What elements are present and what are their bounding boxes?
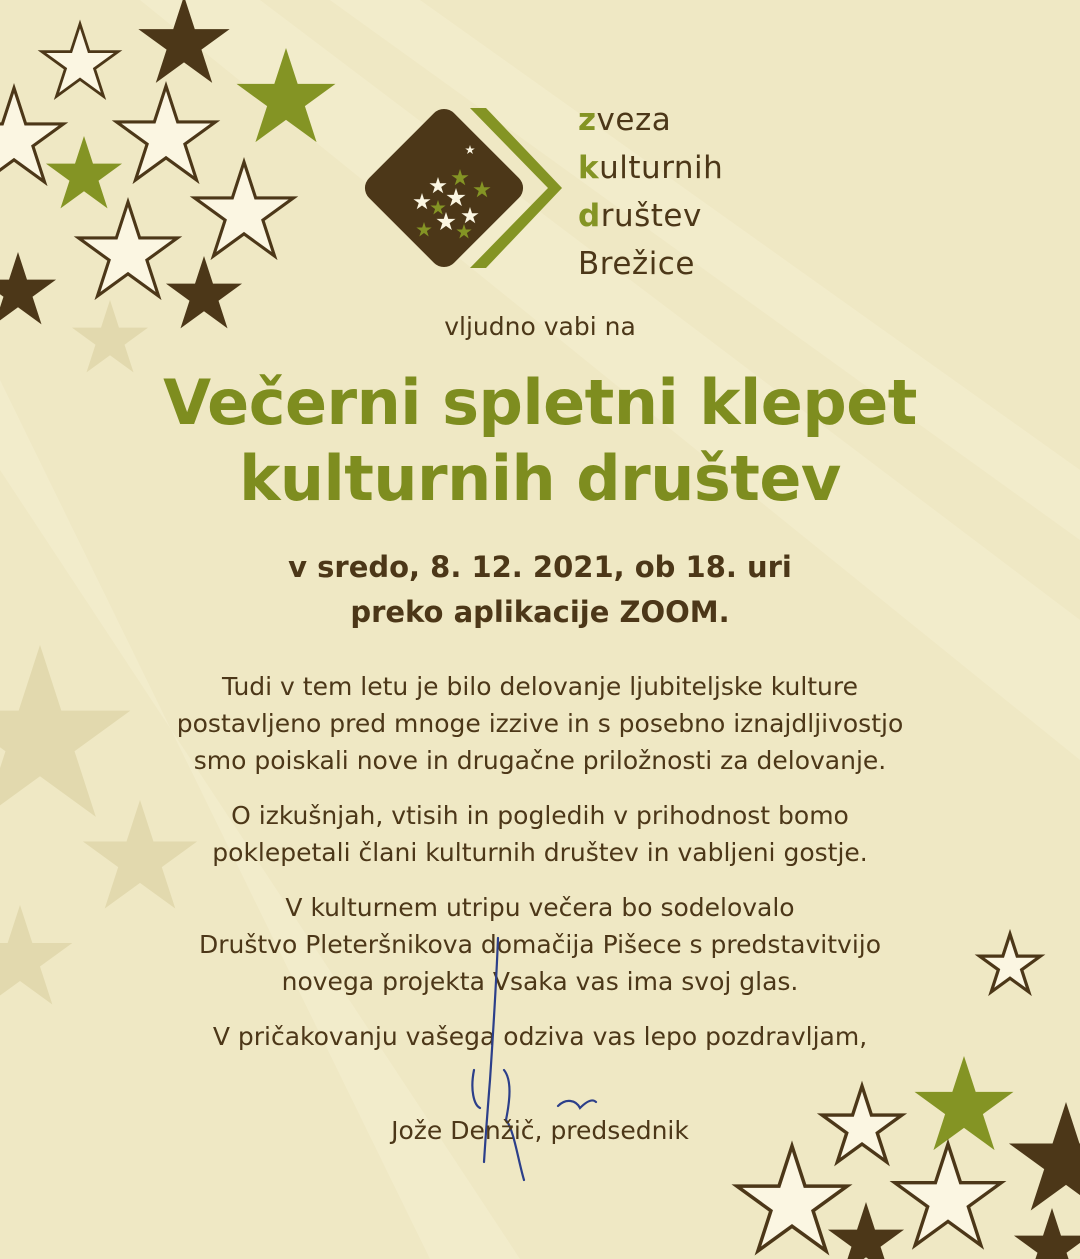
event-title-line: kulturnih društev xyxy=(239,442,841,515)
event-when xyxy=(0,545,1080,635)
star-icon xyxy=(1014,1208,1080,1259)
event-platform: preko aplikacije ZOOM. xyxy=(350,595,730,629)
logo-line: zveza xyxy=(578,102,672,138)
text-line: Tudi v tem letu je bilo delovanje ljubiteljske kulture xyxy=(221,672,859,701)
logo-wordmark xyxy=(578,96,723,288)
handwritten-signature xyxy=(440,930,600,1190)
text-line: novega projekta Vsaka vas ima svoj glas. xyxy=(281,967,799,996)
star-icon xyxy=(79,202,178,296)
text-line: postavljeno pred mnoge izzive in s posebno iznajdljivostjo xyxy=(176,709,904,738)
signer-name: Jože Denžič, predsednik xyxy=(391,1116,689,1145)
text-line: V pričakovanju vašega odziva vas lepo pozdravljam, xyxy=(212,1022,868,1051)
event-date: v sredo, 8. 12. 2021, ob 18. uri xyxy=(288,550,792,584)
text-line: V kulturnem utripu večera bo sodelovalo xyxy=(285,893,795,922)
event-title xyxy=(0,365,1080,517)
logo-line: Brežice xyxy=(578,246,695,282)
text-line: poklepetali člani kulturnih društev in vabljeni gostje. xyxy=(212,838,868,867)
star-icon xyxy=(195,162,294,256)
star-icon xyxy=(42,24,118,96)
logo-line: kulturnih xyxy=(578,150,724,186)
star-icon xyxy=(737,1146,847,1251)
star-icon xyxy=(46,136,122,208)
invite-line: vljudno vabi na xyxy=(444,312,636,341)
star-icon xyxy=(828,1202,904,1259)
star-icon xyxy=(117,86,216,180)
text-line: Društvo Pleteršnikova domačija Pišece s predstavitvijo xyxy=(198,930,882,959)
star-icon xyxy=(895,1144,1002,1245)
logo-line: društev xyxy=(578,198,702,234)
text-line: O izkušnjah, vtisih in pogledih v prihodnost bomo xyxy=(231,801,849,830)
event-title-line: Večerni spletni klepet xyxy=(163,366,917,439)
text-line: smo poiskali nove in drugačne priložnosti za delovanje. xyxy=(193,746,887,775)
